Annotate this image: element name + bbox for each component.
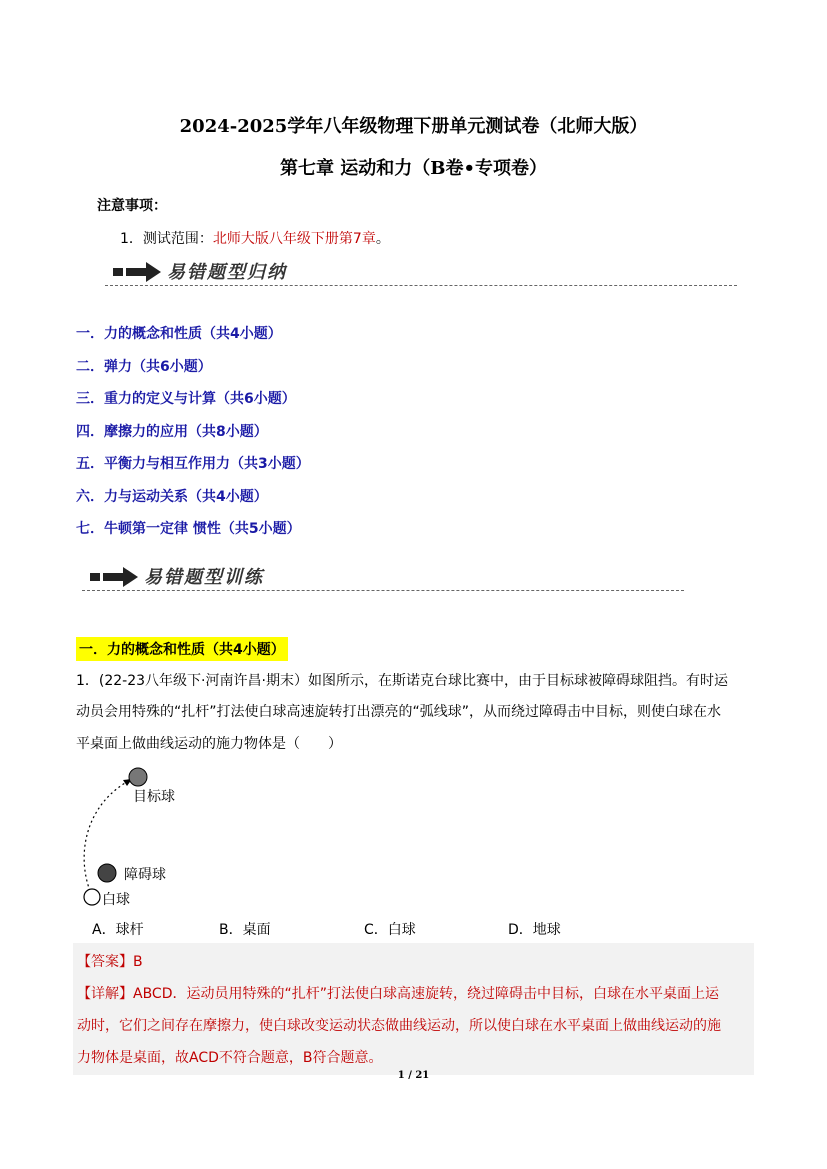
answer-detail-line-2: 动时，它们之间存在摩擦力，使白球改变运动状态做曲线运动，所以使白球在水平桌面上做曲线运动的施 bbox=[77, 1018, 721, 1034]
option-a: A．球杆 bbox=[92, 922, 144, 938]
question-line-2: 动员会用特殊的“扎杆”打法使白球高速旋转打出漂亮的“弧线球”，从而绕过障碍击中目标，则使白球在水 bbox=[76, 704, 722, 720]
scope-suffix: 。 bbox=[375, 231, 390, 247]
billiards-figure bbox=[76, 763, 276, 911]
toc-item-6: 六．力与运动关系（共4小题） bbox=[76, 489, 268, 505]
answer-detail-line-3: 力物体是桌面，故ACD不符合题意，B符合题意。 bbox=[77, 1050, 383, 1066]
answer-detail-line-1: 【详解】ABCD．运动员用特殊的“扎杆”打法使白球高速旋转，绕过障碍击中目标，白球在水平桌面上运 bbox=[77, 986, 719, 1002]
question-line-3: 平桌面上做曲线运动的施力物体是（ ） bbox=[76, 736, 342, 752]
chapter-subtitle: 第七章 运动和力（B卷•专项卷） bbox=[280, 158, 547, 179]
document-title: 2024-2025学年八年级物理下册单元测试卷（北师大版） bbox=[179, 116, 648, 137]
answer-label: 【答案】B bbox=[77, 954, 143, 970]
option-b: B．桌面 bbox=[219, 922, 271, 938]
test-scope bbox=[120, 228, 390, 248]
toc-item-2: 二．弹力（共6小题） bbox=[76, 359, 212, 375]
obstacle-ball bbox=[98, 864, 116, 882]
arrow-icon bbox=[90, 565, 140, 589]
toc-item-3: 三．重力的定义与计算（共6小题） bbox=[76, 391, 296, 407]
question-line-1: 1．(22-23八年级下·河南许昌·期末）如图所示，在斯诺克台球比赛中，由于目标球被障碍球阻挡。有时运 bbox=[76, 673, 728, 689]
scope-prefix: 1．测试范围： bbox=[120, 231, 213, 247]
toc-item-4: 四．摩擦力的应用（共8小题） bbox=[76, 424, 268, 440]
white-ball bbox=[84, 889, 100, 905]
section-heading: 一．力的概念和性质（共4小题） bbox=[76, 637, 288, 661]
obstacle-ball-label: 障碍球 bbox=[124, 867, 166, 883]
white-ball-label: 白球 bbox=[102, 892, 130, 908]
option-d: D．地球 bbox=[508, 922, 561, 938]
scope-value: 北师大版八年级下册第7章 bbox=[212, 231, 376, 247]
arrow-icon bbox=[113, 260, 163, 284]
toc-item-7: 七．牛顿第一定律 惯性（共5小题） bbox=[76, 521, 301, 537]
answer-box bbox=[73, 943, 754, 1075]
toc-item-1: 一．力的概念和性质（共4小题） bbox=[76, 326, 282, 342]
summary-banner-text: 易错题型归纳 bbox=[167, 262, 287, 283]
target-ball-label: 目标球 bbox=[133, 789, 175, 805]
target-ball bbox=[129, 768, 147, 786]
page-number: 1 / 21 bbox=[397, 1070, 430, 1081]
notice-heading: 注意事项： bbox=[97, 198, 167, 214]
training-banner bbox=[82, 561, 684, 595]
option-c: C．白球 bbox=[364, 922, 416, 938]
summary-banner bbox=[105, 256, 737, 290]
toc-item-5: 五．平衡力与相互作用力（共3小题） bbox=[76, 456, 310, 472]
training-banner-text: 易错题型训练 bbox=[144, 567, 264, 588]
